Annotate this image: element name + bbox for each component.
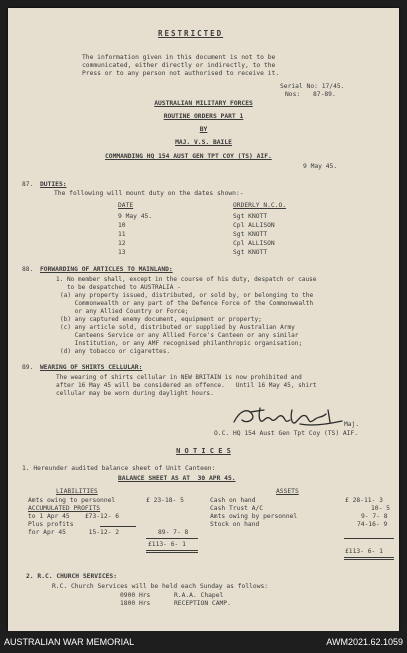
asset-line: Amts owing by personnel	[210, 513, 298, 520]
notice-1-text: 1. Hereunder audited balance sheet of Unit Canteen:	[22, 465, 216, 472]
order-88-line: to be despatched to AUSTRALIA -	[56, 284, 181, 291]
handwritten-signature	[230, 404, 350, 430]
order-88-line: (d) any tobacco or cigarettes.	[60, 348, 171, 355]
notice-2-heading: 2. R.C. CHURCH SERVICES:	[26, 573, 117, 580]
nos-label: Nos:	[285, 91, 301, 98]
force-heading: AUSTRALIAN MILITARY FORCES	[154, 100, 253, 107]
order-87-heading: DUTIES:	[40, 181, 67, 188]
duty-row-nco: Cpl ALLISON	[233, 240, 275, 247]
balance-sheet-title: BALANCE SHEET AS AT 30 APR 45.	[118, 475, 236, 482]
notice-2-intro: R.C. Church Services will be held each Sunday as follows:	[52, 583, 269, 590]
signature-rank: Maj.	[344, 421, 360, 428]
order-87-number: 87.	[22, 181, 34, 188]
order-88-line: or any Allied Country or Force;	[60, 308, 189, 315]
assets-total: £113- 6- 1	[345, 548, 383, 555]
order-88-line: Commonwealth or any part of the Defence Force of the Commonwealth	[60, 300, 314, 307]
order-88-line: (b) any captured enemy document, equipment or property;	[60, 316, 262, 323]
duty-row-nco: Sgt KNOTT	[233, 249, 268, 256]
order-88-line: Institution, or any AMF recognised philanthropic organisation;	[60, 340, 303, 347]
duty-nco-header: ORDERLY N.C.O.	[233, 202, 287, 209]
signature-block: O.C. HQ 154 Aust Gen Tpt Coy (TS) AIF.	[214, 430, 359, 437]
asset-line: Cash Trust A/C	[210, 505, 264, 512]
warning-line-2: communicated, either directly or indirectly, to the	[82, 62, 276, 69]
asset-amount: 10- 5	[371, 505, 390, 512]
commanding-line: COMMANDING HQ 154 AUST GEN TPT COY (TS) AIF.	[105, 153, 272, 160]
archive-footer	[0, 631, 407, 653]
liability-line: Amts owing to personnel	[28, 497, 116, 504]
liabilities-heading: LIABILITIES	[56, 488, 98, 495]
subtotal-rule	[100, 526, 136, 527]
duty-row-nco: Sgt KNOTT	[233, 231, 268, 238]
notices-heading: N O T I C E S	[176, 447, 231, 455]
liabilities-double-rule	[146, 552, 198, 553]
order-89-number: 89.	[22, 364, 34, 371]
order-88-number: 88.	[22, 266, 34, 273]
liabilities-double-rule	[146, 550, 198, 551]
by-line: BY	[199, 126, 208, 133]
liability-amount: 89- 7- 8	[158, 529, 189, 536]
assets-total-rule	[344, 538, 394, 539]
liability-line: Plus profits	[28, 521, 74, 528]
liabilities-total: £113- 6- 1	[148, 541, 186, 548]
assets-heading: ASSETS	[276, 488, 299, 495]
liabilities-total-rule	[146, 538, 198, 539]
serial-number: Serial No: 17/45.	[280, 83, 345, 90]
order-89-heading: WEARING OF SHIRTS CELLULAR:	[40, 364, 143, 371]
order-88-line: 1. No member shall, except in the course of his duty, despatch or cause	[56, 276, 317, 283]
footer-institution: AUSTRALIAN WAR MEMORIAL	[4, 637, 135, 647]
asset-line: Cash on hand	[210, 497, 256, 504]
service-time: 1800 Hrs	[120, 600, 151, 607]
assets-double-rule	[344, 559, 394, 560]
order-89-line: after 16 May 45 will be considered an offence. Until 16 May 45, shirt	[56, 382, 317, 389]
order-89-line: The wearing of shirts cellular in NEW BRITAIN is now prohibited and	[56, 374, 302, 381]
warning-line-3: Press or to any person not authorised to receive it.	[82, 70, 280, 77]
classification-heading: RESTRICTED	[158, 29, 224, 38]
duty-row-date: 10	[118, 222, 126, 229]
duty-row-date: 11	[118, 231, 126, 238]
nos-value: 87-89.	[313, 91, 336, 98]
order-88-line: (a) any property issued, distributed, or sold by, or belonging to the	[60, 292, 314, 299]
order-87-intro: The following will mount duty on the dates shown:-	[54, 190, 244, 197]
assets-double-rule	[344, 557, 394, 558]
footer-accession-number: AWM2021.62.1059	[326, 637, 403, 647]
liability-amount: £ 23-18- 5	[146, 497, 184, 504]
asset-amount: 74-16- 9	[357, 521, 388, 528]
duty-row-nco: Cpl ALLISON	[233, 222, 275, 229]
order-88-heading: FORWARDING OF ARTICLES TO MAINLAND:	[40, 266, 173, 273]
duty-row-date: 12	[118, 240, 126, 247]
asset-amount: £ 28-11- 3	[345, 497, 383, 504]
liability-line: ACCUMULATED PROFITS	[28, 505, 101, 512]
orders-title: ROUTINE ORDERS PART 1	[163, 113, 244, 120]
service-time: 0900 Hrs	[120, 592, 151, 599]
order-date: 9 May 45.	[303, 163, 338, 170]
liability-line: for Apr 45 15-12- 2	[28, 529, 119, 536]
asset-amount: 9- 7- 8	[361, 513, 388, 520]
order-89-line: cellular may be worn during daylight hours.	[56, 390, 214, 397]
order-88-line: (c) any article sold, distributed or supplied by Australian Army	[60, 324, 295, 331]
document-page	[8, 8, 399, 631]
duty-row-date: 9 May 45.	[118, 213, 153, 220]
service-place: R.A.A. Chapel	[174, 592, 224, 599]
liability-line: to 1 Apr 45 £73-12- 6	[28, 513, 119, 520]
duty-row-nco: Sgt KNOTT	[233, 213, 268, 220]
warning-line-1: The information given in this document is not to be	[82, 54, 276, 61]
service-place: RECEPTION CAMP.	[174, 600, 231, 607]
officer-name: MAJ. V.S. BAILE	[175, 139, 232, 146]
duty-row-date: 13	[118, 249, 126, 256]
asset-line: Stock on hand	[210, 521, 260, 528]
order-88-line: Canteens Service or any Allied Force's Canteen or any similar	[60, 332, 299, 339]
duty-date-header: DATE	[118, 202, 134, 209]
